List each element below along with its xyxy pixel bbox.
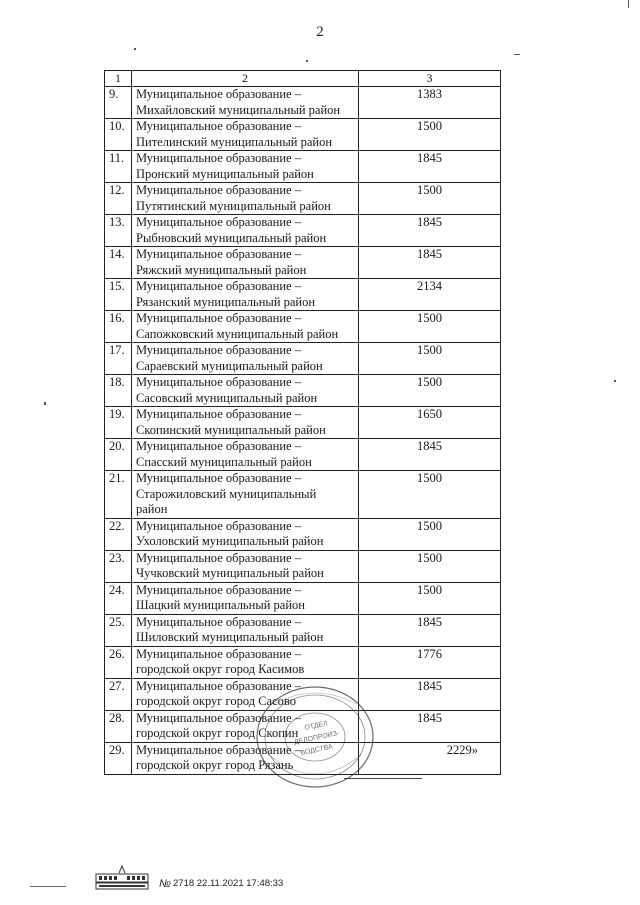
municipality-name — [132, 151, 359, 183]
table-row — [105, 550, 501, 582]
municipality-name — [132, 407, 359, 439]
row-number: 9. — [105, 87, 132, 119]
municipality-name — [132, 614, 359, 646]
stamp-text-3: ВОДСТВА — [300, 743, 334, 757]
municipality-name — [132, 582, 359, 614]
header-col-1: 1 — [105, 71, 132, 87]
stamp-text-2: ДЕЛОПРОИЗ- — [293, 729, 340, 747]
municipality-name-line: Скопинский муниципальный район — [136, 422, 326, 437]
allocation-value: 1500 — [359, 375, 501, 407]
header-col-2: 2 — [132, 71, 359, 87]
municipality-name — [132, 439, 359, 471]
municipality-name — [132, 311, 359, 343]
municipality-name-line: Муниципальное образование – — [136, 471, 301, 485]
allocation-value: 2134 — [359, 279, 501, 311]
allocation-value: 1845 — [359, 151, 501, 183]
row-number: 23. — [105, 550, 132, 582]
allocation-value: 1500 — [359, 582, 501, 614]
row-number: 17. — [105, 343, 132, 375]
municipality-name-line: Сасовский муниципальный район — [136, 390, 318, 405]
row-number: 26. — [105, 646, 132, 678]
table-row — [105, 343, 501, 375]
registry-logo-icon — [95, 864, 149, 890]
municipality-name-line: Муниципальное образование – — [136, 279, 301, 293]
municipality-name-line: Муниципальное образование – — [136, 646, 301, 661]
municipality-name-line: городской округ город Рязань — [136, 758, 294, 772]
allocation-value: 1845 — [359, 247, 501, 279]
scan-speck — [44, 402, 46, 405]
municipality-name-line: район — [136, 502, 168, 516]
allocation-value: 1500 — [359, 518, 501, 550]
municipality-name-line: Шацкий муниципальный район — [136, 598, 305, 612]
allocation-value: 1500 — [359, 550, 501, 582]
footer-dash — [30, 886, 66, 887]
municipality-name-line: Чучковский муниципальный район — [136, 566, 324, 580]
municipality-name-line: Муниципальное образование – — [136, 87, 301, 101]
row-number: 11. — [105, 151, 132, 183]
municipality-name — [132, 646, 359, 678]
stamp-text-1: ОТДЕЛ — [303, 720, 329, 732]
table-row — [105, 247, 501, 279]
allocation-value: 1776 — [359, 646, 501, 678]
municipality-name-line: Муниципальное образование – — [136, 614, 301, 629]
table-row — [105, 471, 501, 519]
table-row — [105, 87, 501, 119]
row-number: 24. — [105, 582, 132, 614]
municipality-name-line: Муниципальное образование – — [136, 407, 301, 421]
table-row — [105, 439, 501, 471]
scan-speck — [306, 60, 308, 62]
municipality-name-line: Муниципальное образование – — [136, 375, 301, 389]
municipality-name — [132, 183, 359, 215]
allocation-value: 1500 — [359, 311, 501, 343]
allocation-value: 1500 — [359, 343, 501, 375]
row-number: 27. — [105, 678, 132, 710]
row-number: 15. — [105, 279, 132, 311]
row-number: 25. — [105, 614, 132, 646]
municipality-name-line: Пителинский муниципальный район — [136, 134, 333, 149]
registration-number: 2718 22.11.2021 17:48:33 — [173, 878, 284, 889]
municipality-name — [132, 279, 359, 311]
row-number: 18. — [105, 375, 132, 407]
table-header-row — [105, 71, 501, 87]
municipality-name-line: Муниципальное образование – — [136, 742, 301, 757]
municipality-name-line: Шиловский муниципальный район — [136, 630, 324, 644]
municipality-name-line: Путятинский муниципальный район — [136, 198, 331, 213]
municipality-name-line: Пронский муниципальный район — [136, 166, 314, 181]
row-number: 21. — [105, 471, 132, 519]
allocation-value: 1845 — [359, 710, 501, 742]
signature-line — [344, 778, 422, 779]
table-row — [105, 279, 501, 311]
row-number: 16. — [105, 311, 132, 343]
municipality-name-line: Муниципальное образование – — [136, 119, 301, 133]
allocation-value: 1845 — [359, 678, 501, 710]
municipality-name — [132, 343, 359, 375]
municipality-name-line: Ухоловский муниципальный район — [136, 534, 324, 548]
municipality-name-line: городской округ город Сасово — [136, 694, 296, 708]
header-col-3: 3 — [359, 71, 501, 87]
document-footer — [95, 876, 395, 892]
table-row — [105, 215, 501, 247]
allocation-value: 1845 — [359, 215, 501, 247]
scan-speck — [134, 48, 136, 50]
row-number: 14. — [105, 247, 132, 279]
allocation-value: 1500 — [359, 183, 501, 215]
municipality-name-line: Рязанский муниципальный район — [136, 294, 316, 309]
municipality-name-line: Муниципальное образование – — [136, 151, 301, 165]
allocation-value: 1845 — [359, 439, 501, 471]
table-row — [105, 183, 501, 215]
row-number: 28. — [105, 710, 132, 742]
municipality-name-line: Ряжский муниципальный район — [136, 262, 307, 277]
municipality-name — [132, 119, 359, 151]
registration-mark: № — [159, 878, 171, 890]
table-row — [105, 407, 501, 439]
municipality-name-line: городской округ город Касимов — [136, 662, 305, 676]
allocation-value: 2229» — [359, 742, 501, 774]
municipality-name-line: Сараевский муниципальный район — [136, 358, 323, 373]
table-row — [105, 582, 501, 614]
municipality-name-line: Муниципальное образование – — [136, 247, 301, 261]
row-number: 20. — [105, 439, 132, 471]
municipality-name-line: Муниципальное образование – — [136, 215, 301, 229]
table-row — [105, 311, 501, 343]
table-row — [105, 119, 501, 151]
table-row — [105, 518, 501, 550]
municipality-name-line: Михайловский муниципальный район — [136, 102, 341, 117]
table-row — [105, 375, 501, 407]
municipality-name — [132, 471, 359, 519]
municipality-name — [132, 550, 359, 582]
municipality-name-line: Муниципальное образование – — [136, 343, 301, 357]
row-number: 10. — [105, 119, 132, 151]
municipality-name-line: Спасский муниципальный район — [136, 454, 312, 469]
municipality-name-line: Муниципальное образование – — [136, 550, 301, 565]
allocation-value: 1500 — [359, 119, 501, 151]
row-number: 22. — [105, 518, 132, 550]
municipality-name — [132, 87, 359, 119]
municipality-name — [132, 247, 359, 279]
allocation-value: 1650 — [359, 407, 501, 439]
page-number: 2 — [316, 24, 324, 40]
row-number: 29. — [105, 742, 132, 774]
municipality-name — [132, 375, 359, 407]
municipality-name-line: Муниципальное образование – — [136, 518, 301, 533]
municipality-name-line: Старожиловский муниципальный — [136, 486, 317, 501]
table-row — [105, 646, 501, 678]
allocation-table — [104, 70, 501, 775]
row-number: 12. — [105, 183, 132, 215]
municipality-name — [132, 215, 359, 247]
table-row — [105, 614, 501, 646]
allocation-value: 1845 — [359, 614, 501, 646]
row-number: 19. — [105, 407, 132, 439]
allocation-value: 1500 — [359, 471, 501, 519]
scan-speck — [514, 54, 520, 55]
scan-speck — [614, 380, 616, 382]
municipality-name-line: Муниципальное образование – — [136, 311, 301, 325]
municipality-name-line: городской округ город Скопин — [136, 726, 299, 740]
municipality-name-line: Сапожковский муниципальный район — [136, 326, 339, 341]
municipality-name-line: Рыбновский муниципальный район — [136, 230, 327, 245]
municipality-name-line: Муниципальное образование – — [136, 439, 301, 453]
municipality-name-line: Муниципальное образование – — [136, 678, 301, 693]
official-stamp — [254, 684, 376, 790]
municipality-name-line: Муниципальное образование – — [136, 710, 301, 725]
allocation-value: 1383 — [359, 87, 501, 119]
scan-speck — [628, 0, 629, 8]
table-body — [105, 87, 501, 775]
row-number: 13. — [105, 215, 132, 247]
municipality-name-line: Муниципальное образование – — [136, 183, 301, 197]
table-row — [105, 151, 501, 183]
municipality-name-line: Муниципальное образование – — [136, 582, 301, 597]
municipality-name — [132, 518, 359, 550]
